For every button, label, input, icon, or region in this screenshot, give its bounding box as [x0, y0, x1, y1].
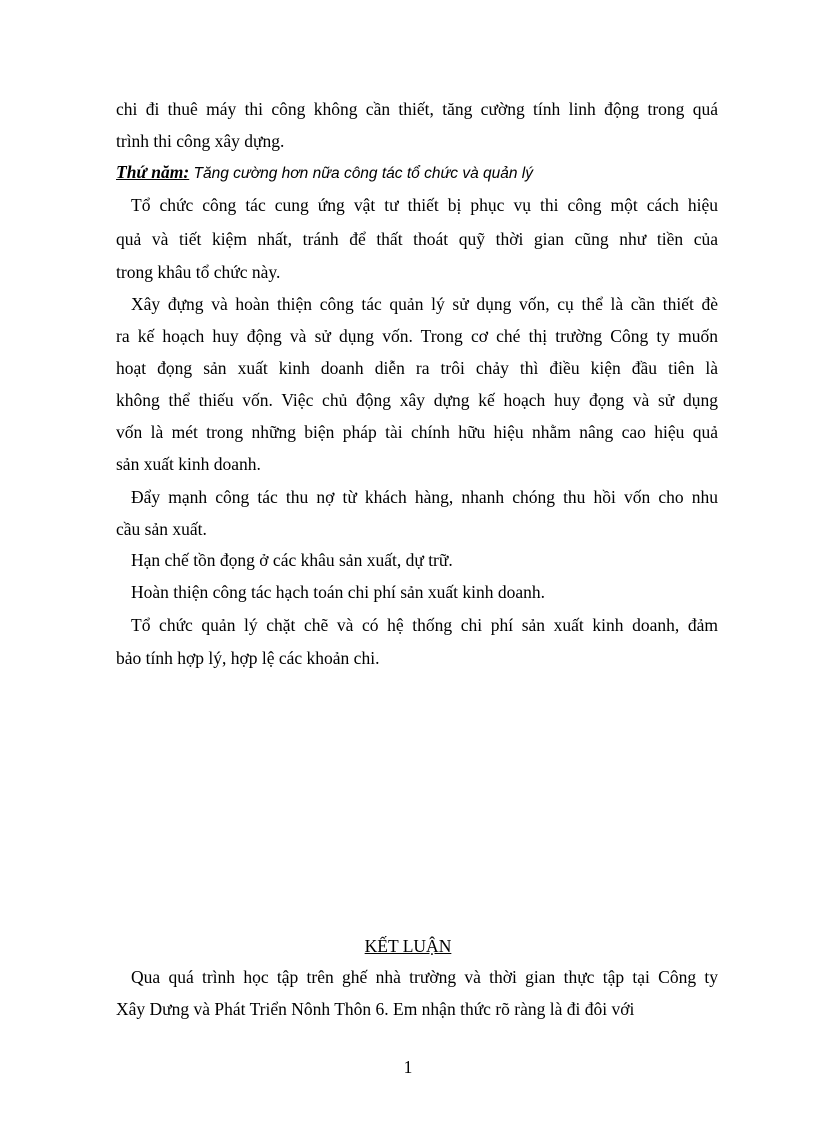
paragraph-3-line-1: Đẩy mạnh công tác thu nợ từ khách hàng, nhanh chóng thu hồi vốn cho nhu	[131, 487, 718, 507]
paragraph-2-line-5: vốn là mét trong những biện pháp tài chính hữu hiệu nhằm nâng cao hiệu quả	[116, 422, 718, 442]
conclusion-line-1: Qua quá trình học tập trên ghế nhà trường và thời gian thực tập tại Công ty	[131, 967, 718, 987]
paragraph-2-line-2: ra kế hoạch huy động và sử dụng vốn. Trong cơ ché thị trường Công ty muốn	[116, 326, 718, 346]
paragraph-6-line-2: bảo tính hợp lý, hợp lệ các khoản chi.	[116, 648, 380, 668]
paragraph-2-line-6: sản xuất kinh doanh.	[116, 454, 261, 474]
paragraph-1-line-3: trong khâu tổ chức này.	[116, 262, 281, 282]
paragraph-5-line-1: Hoàn thiện công tác hạch toán chi phí sản xuất kinh doanh.	[131, 582, 546, 602]
paragraph-1-line-1: Tổ chức công tác cung ứng vật tư thiết bị phục vụ thi công một cách hiệu	[131, 195, 718, 215]
page-number: 1	[403, 1057, 413, 1077]
intro-line-1: chi đi thuê máy thi công không cần thiết, tăng cường tính linh động trong quá	[116, 99, 718, 119]
conclusion-line-2: Xây Dưng và Phát Triển Nônh Thôn 6. Em nhận thức rõ ràng là đi đôi với	[116, 999, 635, 1019]
paragraph-3-line-2: cầu sản xuất.	[116, 519, 207, 539]
intro-line-2: trình thi công xây dựng.	[116, 131, 285, 151]
conclusion-title: KẾT LUẬN	[364, 936, 452, 956]
paragraph-6-line-1: Tổ chức quản lý chặt chẽ và có hệ thống chi phí sản xuất kinh doanh, đảm	[131, 615, 718, 635]
paragraph-2-line-4: không thể thiếu vốn. Việc chủ động xây dựng kế hoạch huy đọng và sử dụng	[116, 390, 718, 410]
paragraph-1-line-2: quả và tiết kiệm nhất, tránh để thất thoát quỹ thời gian cũng như tiền của	[116, 229, 718, 249]
section-heading	[116, 161, 718, 185]
paragraph-4-line-1: Hạn chế tồn đọng ở các khâu sản xuất, dự trữ.	[131, 550, 453, 570]
paragraph-2-line-3: hoạt đọng sản xuất kinh doanh diễn ra trôi chảy thì điều kiện đầu tiên là	[116, 358, 718, 378]
section-heading-text: Tăng cường hơn nữa công tác tổ chức và quản lý	[189, 165, 533, 182]
paragraph-2-line-1: Xây đựng và hoàn thiện công tác quản lý sử dụng vốn, cụ thể là cần thiết đè	[131, 294, 718, 314]
section-heading-label: Thứ năm:	[116, 162, 190, 182]
